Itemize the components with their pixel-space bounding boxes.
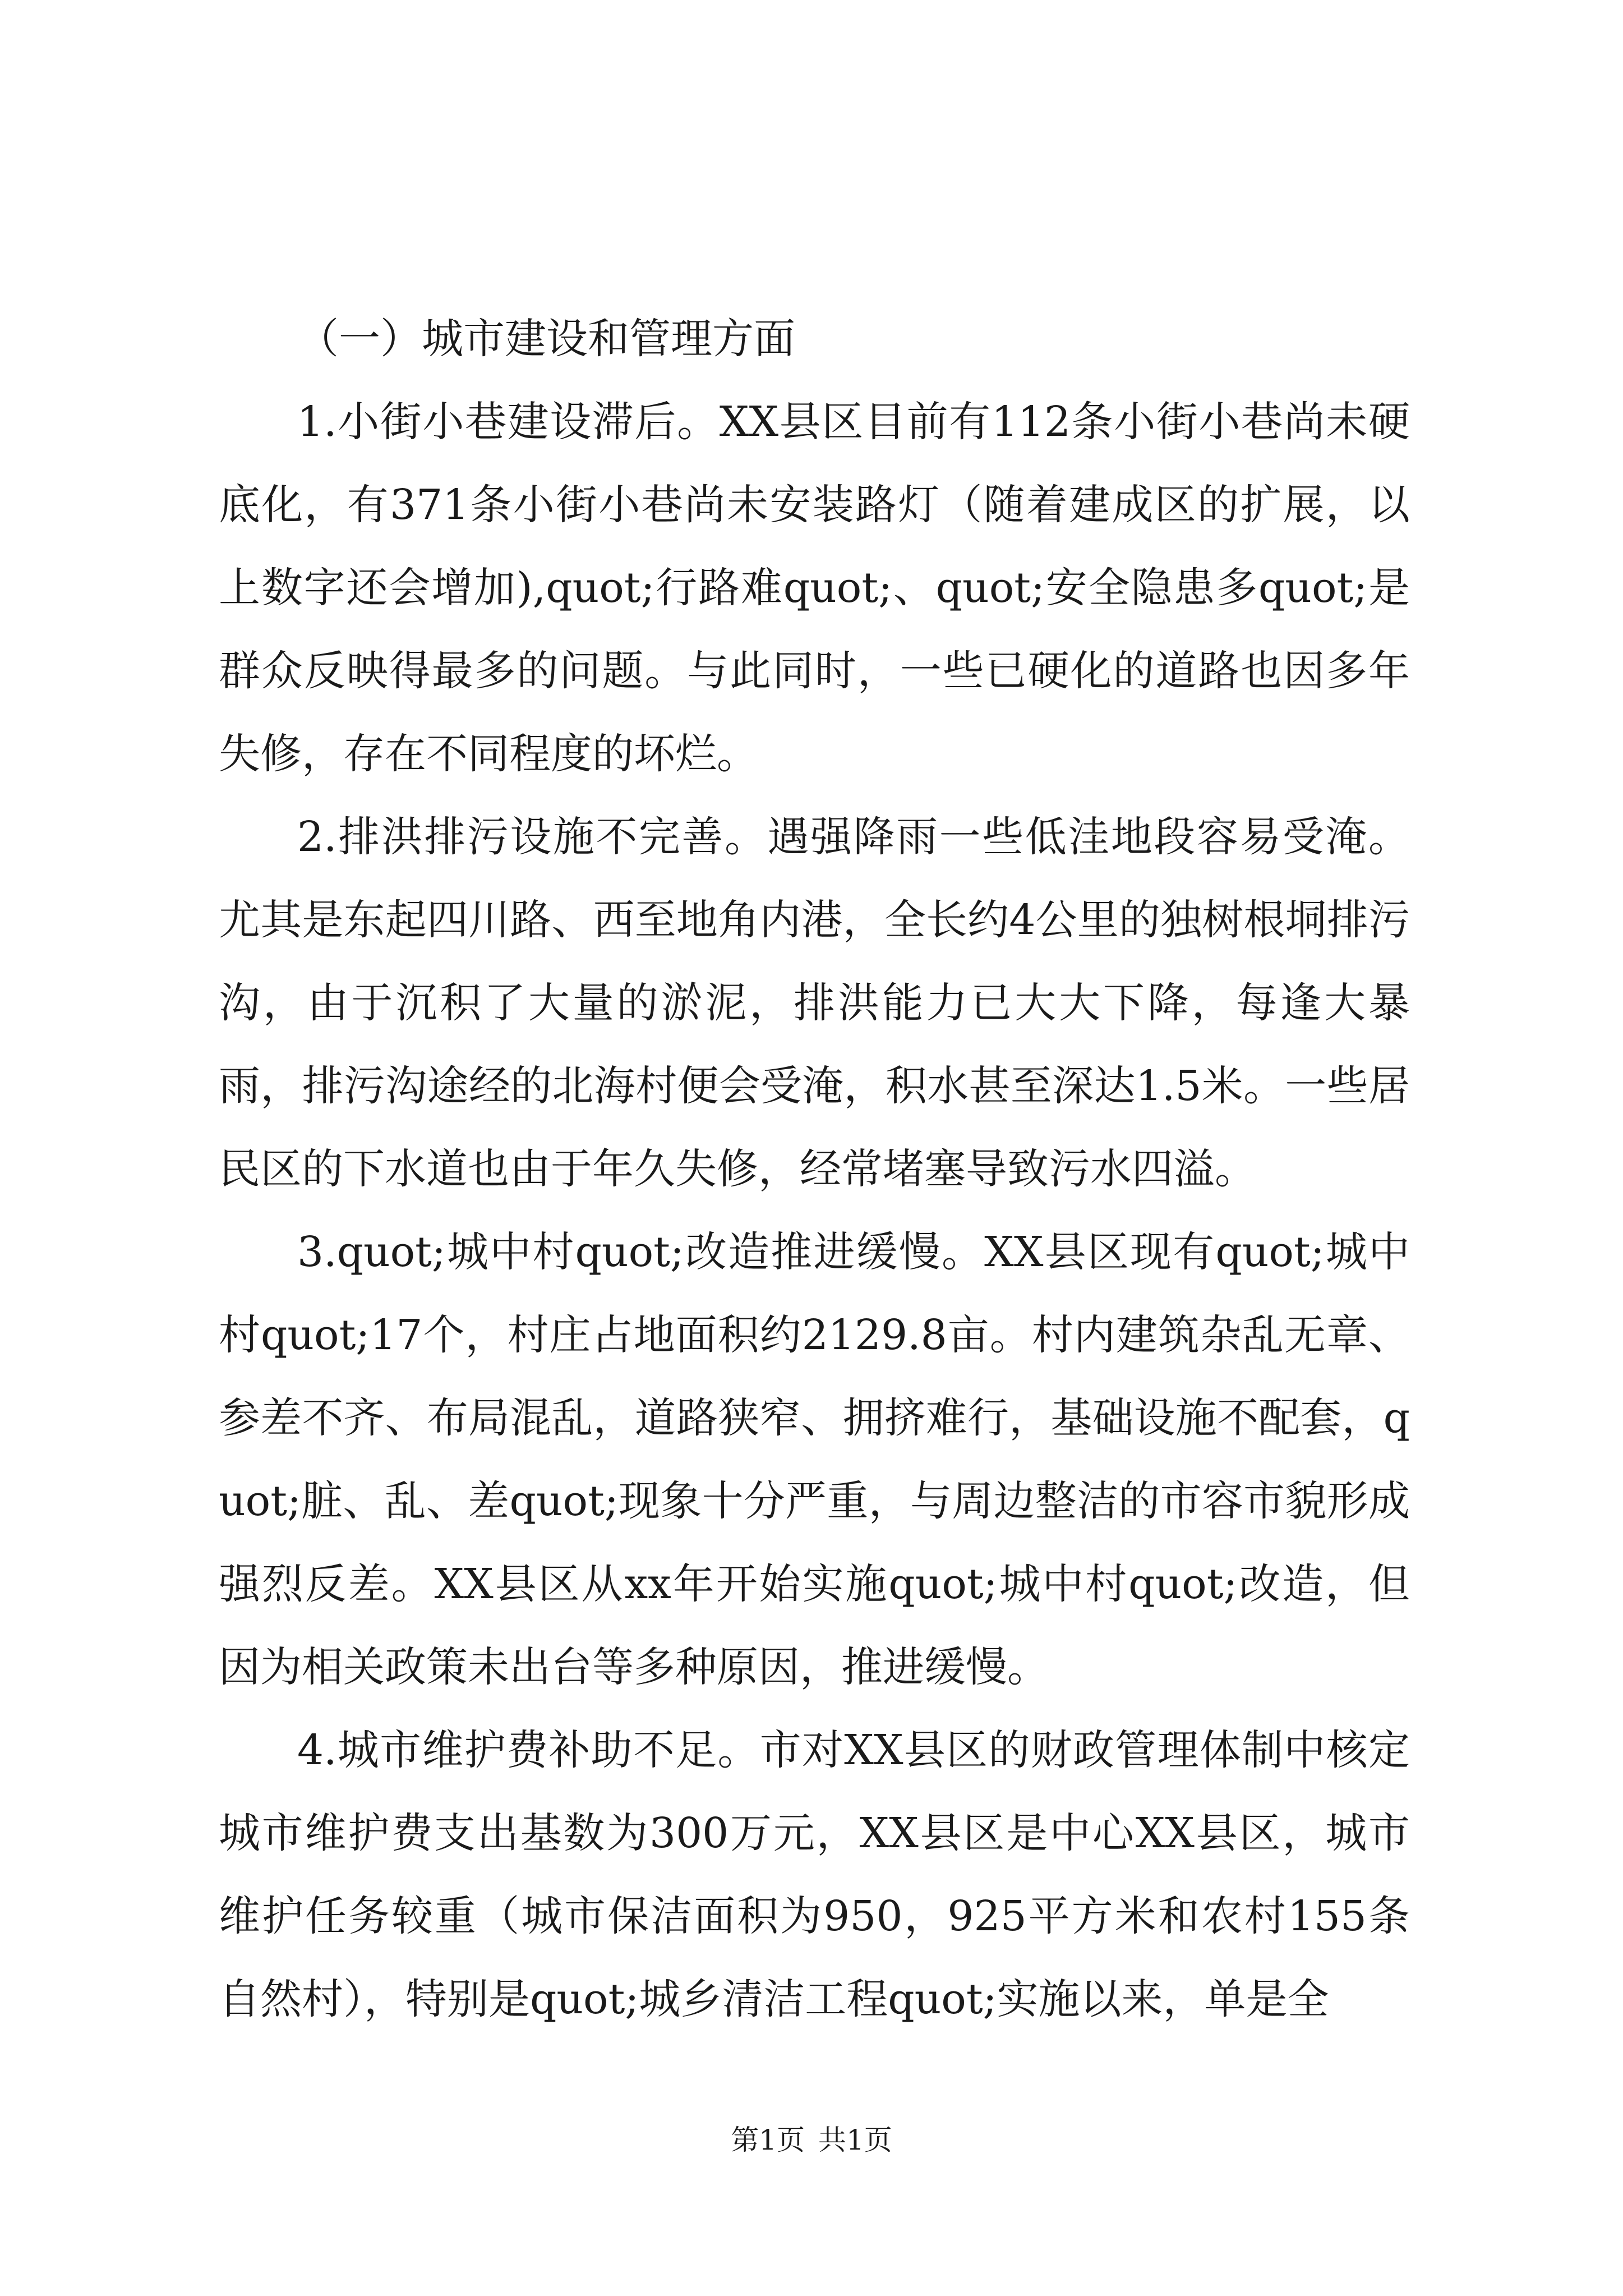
- paragraph-1: 1.小街小巷建设滞后。XX县区目前有112条小街小巷尚未硬底化，有371条小街小巷尚未安装路灯（随着建成区的扩展，以上数字还会增加),quot;行路难quot;、quot;安全隐患多quot;是群众反映得最多的问题。与此同时，一些已硬化的道路也因多年失修，存在不同程度的坏烂。: [219, 398, 1410, 778]
- page-number-current: 第1页: [731, 2124, 805, 2156]
- page-number-total: 共1页: [818, 2124, 892, 2156]
- page-footer: [0, 2120, 1623, 2160]
- paragraph-4: 4.城市维护费补助不足。市对XX县区的财政管理体制中核定城市维护费支出基数为300万元，XX县区是中心XX县区，城市维护任务较重（城市保洁面积为950，925平方米和农村155条自然村），特别是quot;城乡清洁工程quot;实施以来，单是全: [219, 1726, 1410, 2023]
- section-heading: （一）城市建设和管理方面: [297, 315, 795, 363]
- paragraph-2: 2.排洪排污设施不完善。遇强降雨一些低洼地段容易受淹。尤其是东起四川路、西至地角内港，全长约4公里的独树根垌排污沟，由于沉积了大量的淤泥，排洪能力已大大下降，每逢大暴雨，排污沟途经的北海村便会受淹，积水甚至深达1.5米。一些居民区的下水道也由于年久失修，经常堵塞导致污水四溢。: [219, 813, 1410, 1193]
- document-body: [219, 297, 1410, 2041]
- paragraph-3: 3.quot;城中村quot;改造推进缓慢。XX县区现有quot;城中村quot;17个，村庄占地面积约2129.8亩。村内建筑杂乱无章、参差不齐、布局混乱，道路狭窄、拥挤难行，基础设施不配套，quot;脏、乱、差quot;现象十分严重，与周边整洁的市容市貌形成强烈反差。XX县区从xx年开始实施quot;城中村quot;改造，但因为相关政策未出台等多种原因，推进缓慢。: [219, 1228, 1410, 1691]
